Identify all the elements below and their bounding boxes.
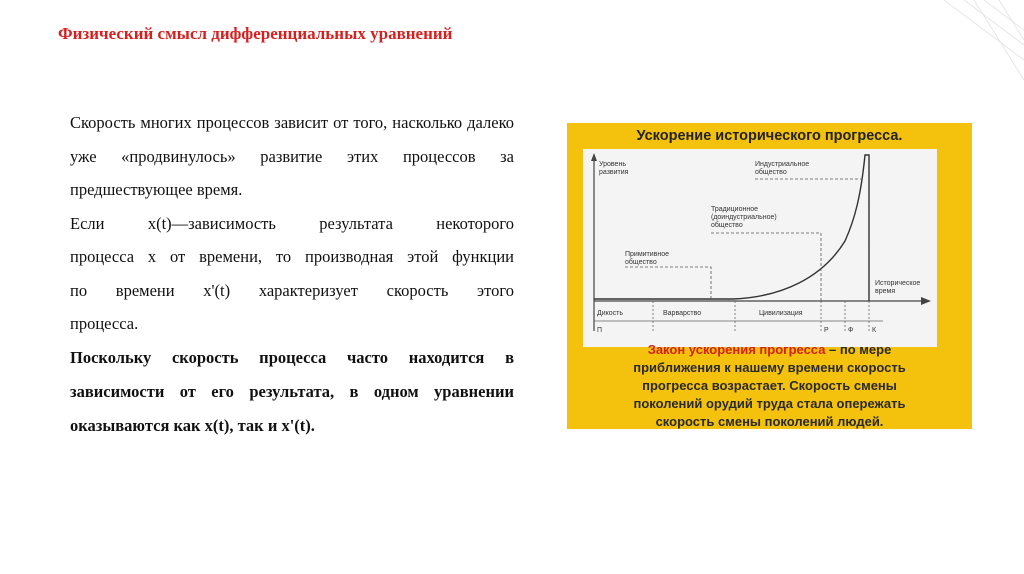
corner-decoration — [884, 0, 1024, 80]
paragraph-2-line-3: по времени x'(t) характеризует скорость этого — [70, 280, 514, 300]
x-axis-label-1: Историческое — [875, 280, 921, 287]
stage-primitive-1: Примитивное — [625, 251, 670, 258]
progress-figure — [567, 123, 972, 429]
x-axis-arrow — [921, 297, 931, 305]
progress-law-text — [567, 341, 972, 431]
law-rest-1: – по мере — [825, 342, 892, 357]
tick-k: К — [872, 327, 877, 334]
stage-traditional-3: общество — [711, 222, 743, 229]
paragraph-2-line-1: Если x(t)—зависимость результата некоторого — [70, 213, 514, 233]
paragraph-1: Скорость многих процессов зависит от того, насколько далеко уже «продвинулось» развитие этих процессов за предшествующее время. — [70, 113, 514, 199]
law-line-1 — [567, 341, 972, 359]
paragraph-2-line-2: процесса x от времени, то производная этой функции — [70, 247, 514, 266]
era-civilization: Цивилизация — [759, 310, 803, 317]
tick-p: П — [597, 327, 603, 334]
traditional-bracket — [711, 233, 821, 301]
stage-traditional-1: Традиционное — [711, 206, 758, 213]
primitive-bracket — [625, 267, 711, 301]
stage-industrial-1: Индустриальное — [755, 161, 810, 168]
progress-diagram — [583, 149, 937, 347]
tick-f: Ф — [848, 327, 854, 334]
era-savagery: Дикость — [597, 310, 624, 317]
body-text — [70, 106, 514, 443]
diagram-svg — [583, 149, 937, 347]
law-line-2: приближения к нашему времени скорость — [633, 360, 906, 375]
stage-primitive-2: общество — [625, 259, 657, 266]
paragraph-2-line-4: процесса. — [70, 314, 139, 333]
y-axis-label-1: Уровень — [599, 161, 626, 168]
stage-traditional-2: (доиндустриальное) — [711, 214, 777, 221]
law-line-5: скорость смены поколений людей. — [655, 414, 884, 429]
y-axis-arrow — [591, 153, 597, 161]
law-line-3: прогресса возрастает. Скорость смены — [642, 378, 897, 393]
figure-title: Ускорение исторического прогресса. — [636, 128, 903, 144]
tick-r: Р — [824, 327, 829, 334]
page-title: Физический смысл дифференциальных уравнений — [58, 24, 453, 43]
y-axis-label-2: развития — [599, 169, 629, 176]
law-highlight: Закон ускорения прогресса — [647, 342, 826, 357]
law-line-4: поколений орудий труда стала опережать — [633, 396, 906, 411]
paragraph-3: Поскольку скорость процесса часто находится в зависимости от его результата, в одном уравнении оказываются как x(t), так и x'(t). — [70, 347, 514, 435]
stage-industrial-2: общество — [755, 169, 787, 176]
x-axis-label-2: время — [875, 288, 896, 295]
era-barbarism: Варварство — [663, 310, 702, 317]
